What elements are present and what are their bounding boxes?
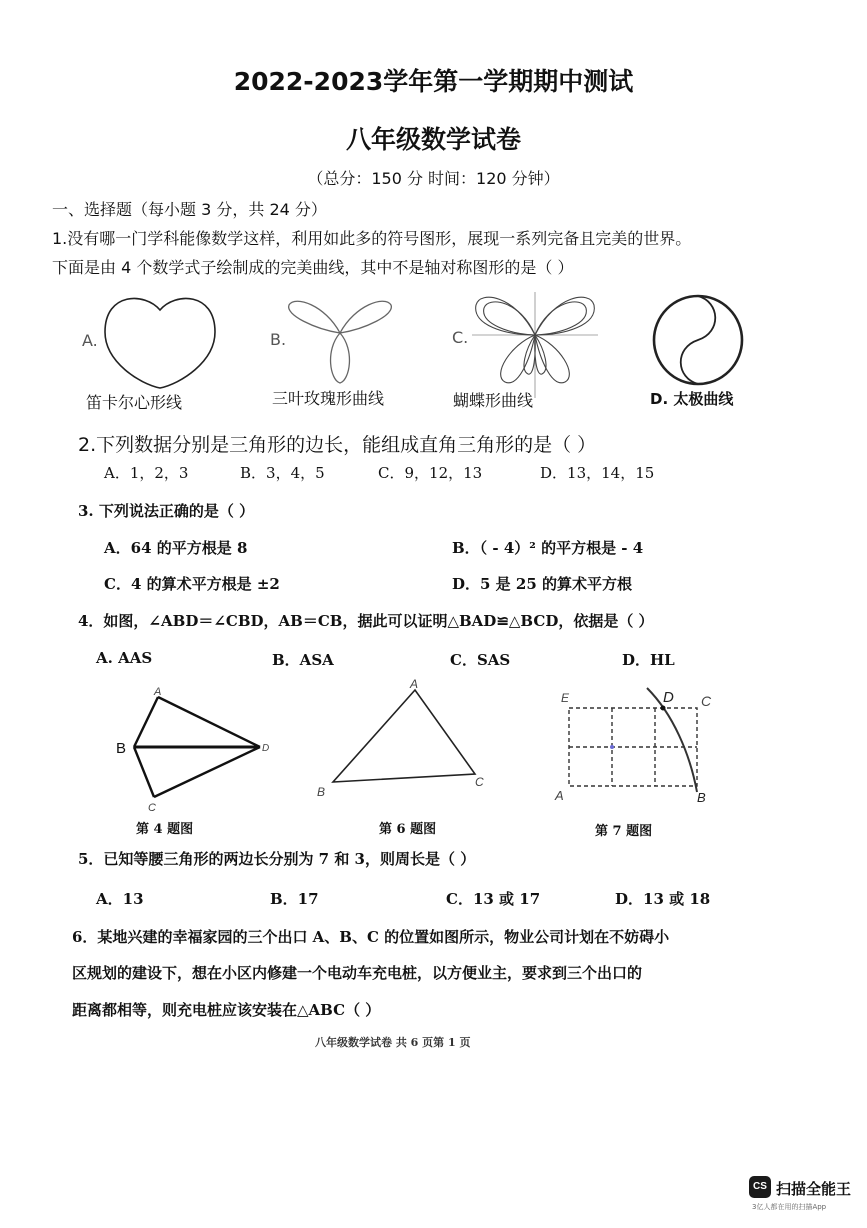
cardioid-curve xyxy=(100,292,220,392)
section-heading: 一、选择题（每小题 3 分，共 24 分） xyxy=(52,200,327,219)
q2-stem: 2.下列数据分别是三角形的边长，能组成直角三角形的是（ ） xyxy=(78,434,597,456)
q4-stem: 4．如图，∠ABD＝∠CBD，AB＝CB，据此可以证明△BAD≌△BCD，依据是（ ） xyxy=(78,612,654,630)
fig7-label-a: A xyxy=(555,788,564,803)
q5-option-d: D．13 或 18 xyxy=(615,890,711,908)
fig6-label-c: C xyxy=(475,775,484,789)
scanner-tagline: 3亿人都在用的扫描App xyxy=(752,1203,827,1211)
q2-option-b: B．3，4，5 xyxy=(240,464,325,482)
q1-option-b-letter: B. xyxy=(270,330,287,349)
three-leaf-rose-curve xyxy=(285,295,395,385)
taiji-curve xyxy=(650,292,750,392)
q1-line2: 下面是由 4 个数学式子绘制成的完美曲线，其中不是轴对称图形的是（ ） xyxy=(52,258,574,277)
scanner-brand: 扫描全能王 xyxy=(776,1180,852,1198)
fig4-label-a: A xyxy=(154,686,162,698)
q3-option-d: D．5 是 25 的算术平方根 xyxy=(452,575,632,593)
figure-4-diagram xyxy=(110,685,280,825)
figure-6-caption: 第 6 题图 xyxy=(379,822,437,837)
q3-stem: 3. 下列说法正确的是（ ） xyxy=(78,502,255,520)
butterfly-curve xyxy=(470,290,600,400)
fig7-label-e: E xyxy=(561,691,570,705)
scanner-logo-icon: CS xyxy=(749,1176,771,1198)
q3-option-b: B．（ - 4）² 的平方根是 - 4 xyxy=(452,539,644,557)
fig4-label-b: B xyxy=(116,740,127,757)
fig7-label-d: D xyxy=(663,689,674,706)
q1-option-a-caption: 笛卡尔心形线 xyxy=(86,393,183,412)
q6-line2: 区规划的建设下，想在小区内修建一个电动车充电桩，以方便业主，要求到三个出口的 xyxy=(72,964,643,982)
q2-option-c: C．9，12，13 xyxy=(378,464,483,482)
q6-line3: 距离都相等，则充电桩应该安装在△ABC（ ） xyxy=(72,1001,381,1019)
exam-subtitle: 八年级数学试卷 xyxy=(345,125,521,154)
q5-option-a: A．13 xyxy=(96,890,144,908)
figure-7-caption: 第 7 题图 xyxy=(595,824,653,839)
q5-option-b: B．17 xyxy=(270,890,319,908)
exam-meta: （总分：150 分 时间：120 分钟） xyxy=(307,169,560,188)
figure-7-diagram xyxy=(555,684,725,814)
fig4-label-d: D xyxy=(262,743,270,754)
q1-option-c-caption: 蝴蝶形曲线 xyxy=(453,391,534,410)
q4-option-b: B．ASA xyxy=(272,651,334,669)
fig6-label-b: B xyxy=(317,785,326,799)
q4-option-d: D．HL xyxy=(622,651,675,669)
q2-option-a: A．1，2，3 xyxy=(104,464,189,482)
page-footer: 八年级数学试卷 共 6 页第 1 页 xyxy=(315,1036,471,1049)
exam-title: 2022-2023学年第一学期期中测试 xyxy=(233,67,634,96)
fig6-label-a: A xyxy=(410,677,419,691)
q1-option-a-letter: A. xyxy=(82,331,98,350)
q4-option-a: A. AAS xyxy=(96,649,153,667)
q1-option-d-caption: D. 太极曲线 xyxy=(650,390,734,408)
q3-option-c: C．4 的算术平方根是 ±2 xyxy=(104,575,280,593)
q6-line1: 6．某地兴建的幸福家园的三个出口 A、B、C 的位置如图所示，物业公司计划在不妨碍小 xyxy=(72,928,670,946)
q1-option-b-caption: 三叶玫瑰形曲线 xyxy=(272,389,385,408)
q5-option-c: C．13 或 17 xyxy=(446,890,541,908)
q1-line1: 1.没有哪一门学科能像数学这样，利用如此多的符号图形，展现一系列完备且完美的世界。 xyxy=(52,229,692,248)
fig4-label-c: C xyxy=(148,802,156,814)
q1-option-c-letter: C. xyxy=(452,328,469,347)
fig7-label-b: B xyxy=(697,790,706,805)
q2-option-d: D．13，14，15 xyxy=(540,464,655,482)
q4-option-c: C．SAS xyxy=(450,651,511,669)
figure-4-caption: 第 4 题图 xyxy=(136,822,194,837)
q3-option-a: A．64 的平方根是 8 xyxy=(104,539,248,557)
q5-stem: 5．已知等腰三角形的两边长分别为 7 和 3，则周长是（ ） xyxy=(78,850,476,868)
figure-6-diagram xyxy=(315,678,495,808)
fig7-label-c: C xyxy=(701,693,712,709)
